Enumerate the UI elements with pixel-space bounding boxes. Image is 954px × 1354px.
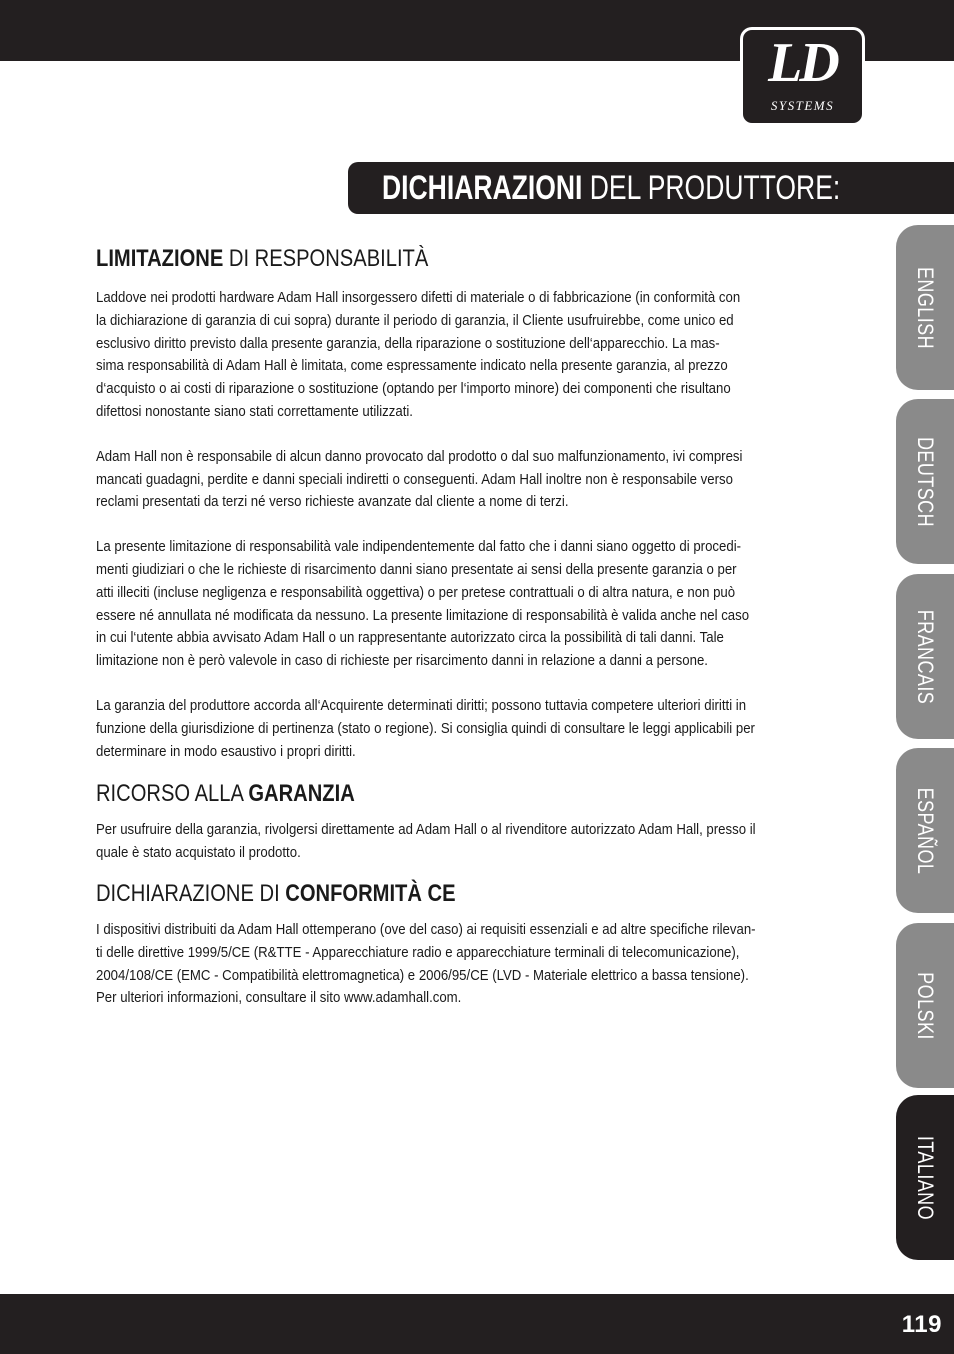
main-content <box>96 244 861 1010</box>
tab-deutsch[interactable] <box>896 399 954 564</box>
paragraph <box>96 695 861 763</box>
tab-label: POLSKI <box>913 971 938 1040</box>
page-number: 119 <box>901 1311 942 1338</box>
section-heading-conformita: DICHIARAZIONE DI CONFORMITÀ CE <box>96 879 456 907</box>
bottom-bar <box>0 1294 954 1354</box>
paragraph <box>96 819 861 865</box>
text-line: ti delle direttive 1999/5/CE (R&TTE - Apparecchiature radio e apparecchiature terminali di telecomunicazione), <box>96 943 740 961</box>
text-line: Per ulteriori informazioni, consultare il sito www.adamhall.com. <box>96 989 462 1007</box>
tab-english[interactable] <box>896 225 954 390</box>
page-title <box>382 169 840 207</box>
text-line: limitazione non è però valevole in caso di richieste per risarcimento danni in relazione a danni a persone. <box>96 652 708 670</box>
tab-label: DEUTSCH <box>913 436 938 527</box>
text-line: Per usufruire della garanzia, rivolgersi direttamente ad Adam Hall o al rivenditore autorizzato Adam Hall, presso il <box>96 821 756 839</box>
paragraph <box>96 287 861 424</box>
tab-label: ITALIANO <box>913 1135 938 1220</box>
text-line: d‘acquisto o ai costi di riparazione o sostituzione (optando per l‘importo minore) dei componenti che risultano <box>96 380 731 398</box>
paragraph <box>96 446 861 514</box>
section-limitazione <box>96 244 861 763</box>
paragraph <box>96 919 861 1010</box>
logo-mark: LD <box>768 32 837 94</box>
tab-polski[interactable] <box>896 923 954 1088</box>
section-heading-ricorso: RICORSO ALLA GARANZIA <box>96 780 355 808</box>
text-line: quale è stato acquistato il prodotto. <box>96 844 301 862</box>
text-line: mancati guadagni, perdite e danni speciali indiretti o conseguenti. Adam Hall inoltre non è responsabile verso <box>96 470 733 488</box>
text-line: in cui l‘utente abbia avvisato Adam Hall o un rappresentante autorizzato circa la possibilità di tali danni. Tale <box>96 629 724 647</box>
tab-label: ESPAÑOL <box>913 787 938 874</box>
text-line: menti giudiziari o che le richieste di risarcimento danni siano presentate ai sensi della presente garanzia o per <box>96 560 737 578</box>
text-line: esclusivo diritto previsto dalla presente garanzia, della riparazione o sostituzione dell‘apparecchio. La mas- <box>96 334 720 352</box>
text-line: sima responsabilità di Adam Hall è limitata, come espressamente indicato nella presente garanzia, al prezzo <box>96 357 728 375</box>
text-line: Adam Hall non è responsabile di alcun danno provocato dal prodotto o dal suo malfunzionamento, ivi compresi <box>96 447 743 465</box>
text-line: La garanzia del produttore accorda all‘Acquirente determinati diritti; possono tuttavia competere ulteriori diritti in <box>96 696 747 714</box>
paragraph <box>96 536 861 673</box>
page-title-light: DEL PRODUTTORE: <box>589 169 841 207</box>
text-line: 2004/108/CE (EMC - Compatibilità elettromagnetica) e 2006/95/CE (LVD - Materiale elettrico a bassa tensione). <box>96 966 749 984</box>
tab-italiano[interactable] <box>896 1095 954 1260</box>
section-heading-limitazione: LIMITAZIONE DI RESPONSABILITÀ <box>96 245 429 272</box>
page-title-bold: DICHIARAZIONI <box>382 169 583 207</box>
text-line: funzione della giurisdizione di pertinenza (stato o regione). Si consiglia quindi di consultare le leggi applicabili per <box>96 719 755 737</box>
section-ricorso-garanzia <box>96 779 861 865</box>
tab-label: ENGLISH <box>913 266 938 349</box>
ld-systems-logo <box>740 27 865 126</box>
text-line: difettosi nonostante siano stati correttamente utilizzati. <box>96 402 413 420</box>
tab-francais[interactable] <box>896 574 954 739</box>
title-bar <box>348 162 954 214</box>
text-line: essere né annullata né modificata da nessuno. La presente limitazione di responsabilità è valida anche nel caso <box>96 606 750 624</box>
text-line: la dichiarazione di garanzia di cui sopra) durante il periodo di garanzia, il Cliente usufruirebbe, come unico ed <box>96 311 734 329</box>
text-line: I dispositivi distribuiti da Adam Hall ottemperano (ove del caso) ai requisiti essenziali e ad altre specifiche rilevan- <box>96 920 756 938</box>
tab-espanol[interactable] <box>896 748 954 913</box>
text-line: determinare in modo esaustivo i propri diritti. <box>96 742 356 760</box>
text-line: La presente limitazione di responsabilità vale indipendentemente dal fatto che i danni siano oggetto di procedi- <box>96 538 742 556</box>
tab-label: FRANCAIS <box>913 609 938 704</box>
logo-subtitle: SYSTEMS <box>770 98 835 113</box>
text-line: reclami presentati da terzi né verso richieste avanzate dal cliente a nome di terzi. <box>96 493 569 511</box>
text-line: Laddove nei prodotti hardware Adam Hall insorgessero difetti di materiale o di fabbricazione (in conformità con <box>96 289 741 306</box>
section-conformita-ce <box>96 879 861 1010</box>
text-line: atti illeciti (incluse negligenza e responsabilità oggettiva) o per pretese contrattuali o di altra natura, e non può <box>96 583 736 601</box>
